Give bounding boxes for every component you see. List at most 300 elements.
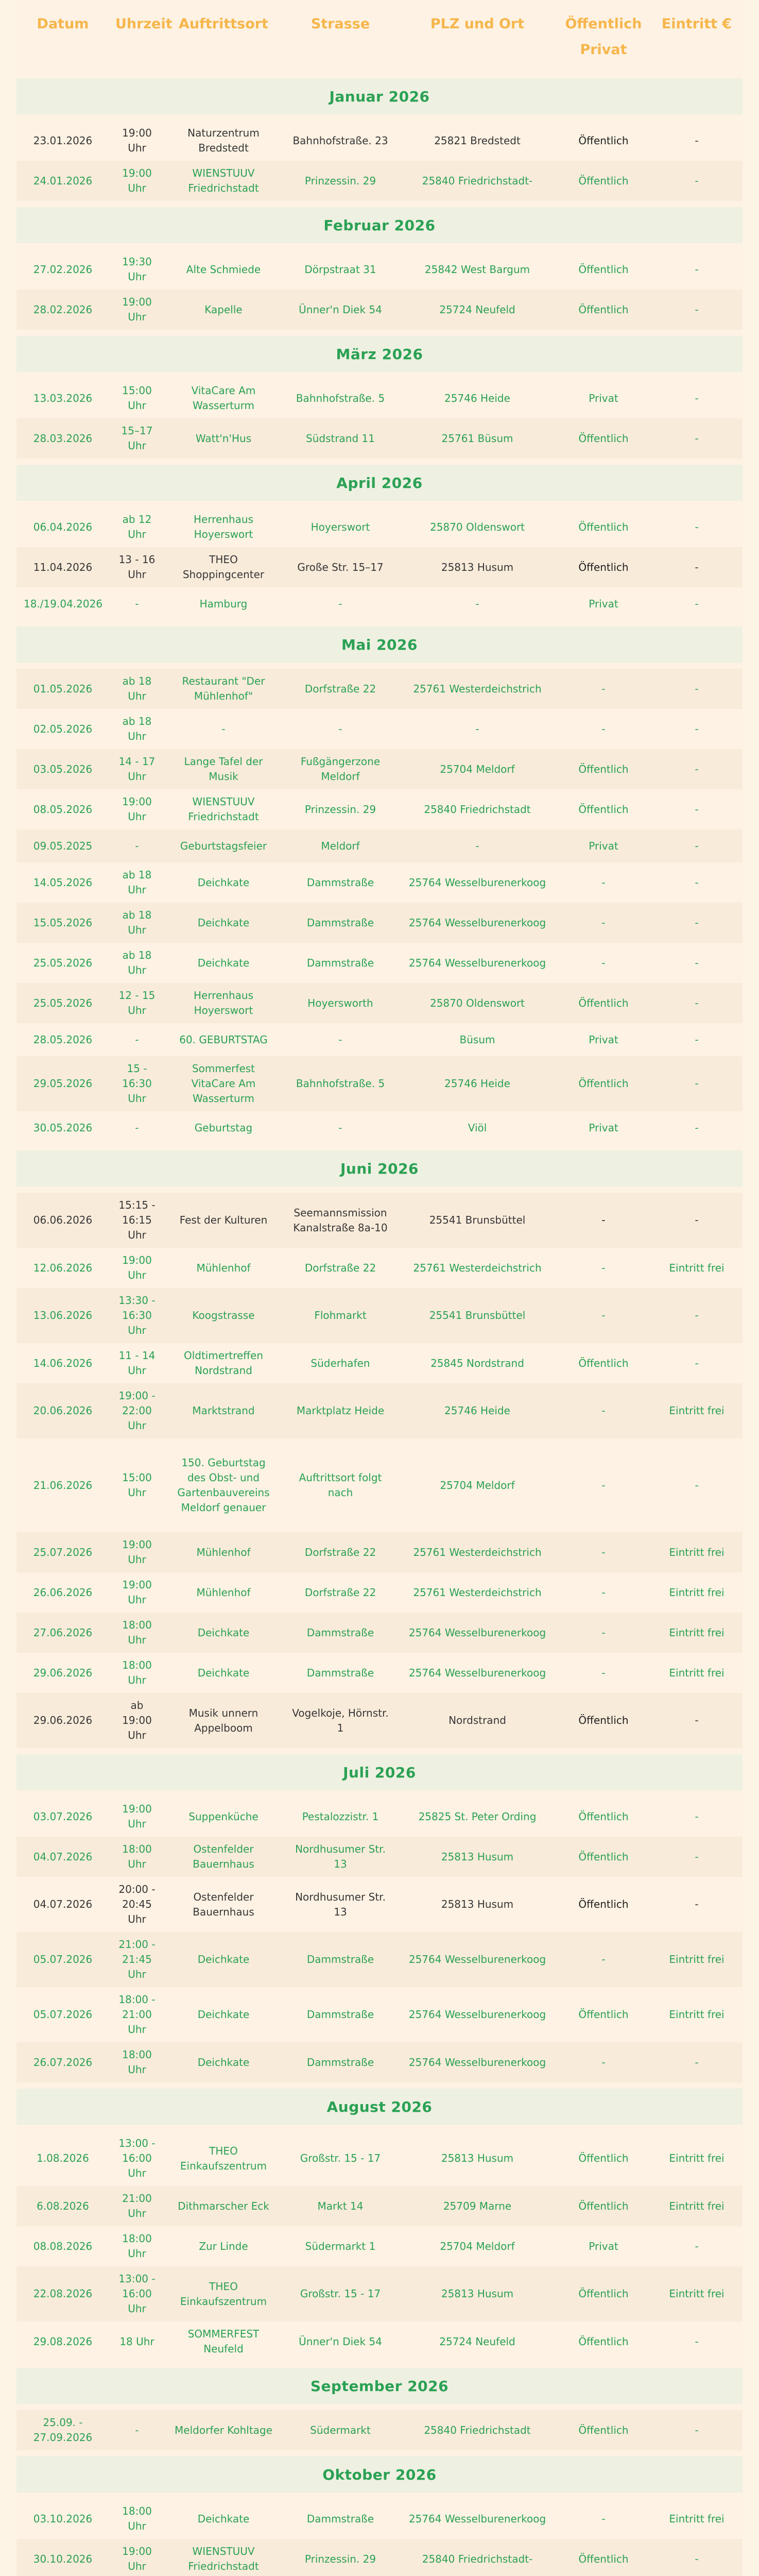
event-row: [16, 2131, 743, 2186]
event-type: Öffentlich: [556, 1877, 651, 1932]
event-time: 19:00 Uhr: [109, 1532, 165, 1572]
event-entry: -: [651, 862, 743, 903]
event-entry: -: [651, 983, 743, 1023]
event-type: -: [556, 1248, 651, 1288]
event-time: 14 - 17 Uhr: [109, 749, 165, 789]
event-row: [16, 669, 743, 709]
event-type: Privat: [556, 1111, 651, 1144]
header-type: Öffentlich Privat: [556, 0, 651, 72]
event-venue: Restaurant "Der Mühlenhof": [165, 669, 282, 709]
event-row: [16, 1438, 743, 1532]
event-street: -: [282, 587, 399, 620]
event-row: [16, 1693, 743, 1748]
event-time: 19:00 Uhr: [109, 1248, 165, 1288]
event-entry: -: [651, 1193, 743, 1248]
event-date: 21.06.2026: [16, 1438, 109, 1532]
event-row: [16, 1248, 743, 1288]
event-date: 30.05.2026: [16, 1111, 109, 1144]
event-venue: Deichkate: [165, 1613, 282, 1653]
event-date: 22.08.2026: [16, 2266, 109, 2321]
event-entry: -: [651, 249, 743, 290]
event-type: -: [556, 943, 651, 983]
event-entry: -: [651, 749, 743, 789]
event-row: [16, 121, 743, 161]
event-entry: -: [651, 709, 743, 749]
event-city: 25761 Westerdeichstrich: [399, 669, 556, 709]
event-type: Öffentlich: [556, 2266, 651, 2321]
event-type: Öffentlich: [556, 2410, 651, 2450]
event-row: [16, 749, 743, 789]
event-type: -: [556, 1193, 651, 1248]
event-date: 25.07.2026: [16, 1532, 109, 1572]
event-time: ab 18 Uhr: [109, 943, 165, 983]
event-venue: Ostenfelder Bauernhaus: [165, 1877, 282, 1932]
event-time: -: [109, 587, 165, 620]
event-entry: Eintritt frei: [651, 1613, 743, 1653]
event-entry: -: [651, 418, 743, 459]
event-time: -: [109, 2410, 165, 2450]
event-city: 25746 Heide: [399, 378, 556, 418]
event-time: 19:00 Uhr: [109, 1797, 165, 1837]
event-venue: Deichkate: [165, 903, 282, 943]
event-entry: Eintritt frei: [651, 1572, 743, 1613]
event-city: 25845 Nordstrand: [399, 1343, 556, 1383]
event-city: 25813 Husum: [399, 1837, 556, 1877]
month-heading-row: [16, 1150, 743, 1187]
event-entry: Eintritt frei: [651, 1987, 743, 2042]
event-type: Privat: [556, 378, 651, 418]
event-row: [16, 1797, 743, 1837]
event-date: 28.02.2026: [16, 290, 109, 330]
event-street: Pestalozzistr. 1: [282, 1797, 399, 1837]
event-date: 23.01.2026: [16, 121, 109, 161]
event-entry: -: [651, 1877, 743, 1932]
event-city: 25842 West Bargum: [399, 249, 556, 290]
event-city: 25709 Marne: [399, 2186, 556, 2226]
event-time: 19:00 Uhr: [109, 161, 165, 201]
event-street: Bahnhofstraße. 5: [282, 1056, 399, 1111]
event-street: Dammstraße: [282, 862, 399, 903]
event-date: 03.07.2026: [16, 1797, 109, 1837]
event-street: Flohmarkt: [282, 1288, 399, 1343]
event-row: [16, 1653, 743, 1693]
event-type: -: [556, 1383, 651, 1438]
event-time: 13:00 - 16:00 Uhr: [109, 2266, 165, 2321]
event-entry: -: [651, 2321, 743, 2362]
event-street: -: [282, 1023, 399, 1056]
event-row: [16, 789, 743, 829]
event-street: Dorfstraße 22: [282, 669, 399, 709]
event-time: 19:00 Uhr: [109, 290, 165, 330]
event-date: 03.05.2026: [16, 749, 109, 789]
event-row: [16, 378, 743, 418]
event-row: [16, 418, 743, 459]
event-date: 14.05.2026: [16, 862, 109, 903]
event-city: Büsum: [399, 1023, 556, 1056]
event-entry: -: [651, 378, 743, 418]
event-time: 18:00 Uhr: [109, 2499, 165, 2539]
event-type: -: [556, 1932, 651, 1987]
event-type: -: [556, 669, 651, 709]
event-time: 19:00 Uhr: [109, 1572, 165, 1613]
event-type: -: [556, 709, 651, 749]
event-type: Öffentlich: [556, 1693, 651, 1748]
event-venue: Hamburg: [165, 587, 282, 620]
event-entry: -: [651, 547, 743, 587]
event-row: [16, 2042, 743, 2082]
event-street: -: [282, 709, 399, 749]
event-entry: -: [651, 903, 743, 943]
event-date: 29.06.2026: [16, 1693, 109, 1748]
event-time: 19:00 Uhr: [109, 121, 165, 161]
event-time: 13:30 - 16:30 Uhr: [109, 1288, 165, 1343]
event-city: Viöl: [399, 1111, 556, 1144]
table-body: [16, 72, 743, 2576]
event-city: -: [399, 829, 556, 862]
event-venue: 150. Geburtstag des Obst- und Gartenbauvereins Meldorf genauer: [165, 1438, 282, 1532]
event-street: Dörpstraat 31: [282, 249, 399, 290]
event-entry: Eintritt frei: [651, 1383, 743, 1438]
event-venue: Mühlenhof: [165, 1572, 282, 1613]
event-row: [16, 507, 743, 547]
event-type: Öffentlich: [556, 1056, 651, 1111]
month-heading-row: [16, 336, 743, 372]
event-entry: -: [651, 669, 743, 709]
event-city: 25840 Friedrichstadt-: [399, 2539, 556, 2576]
event-type: Öffentlich: [556, 418, 651, 459]
event-type: -: [556, 862, 651, 903]
event-city: 25764 Wesselburenerkoog: [399, 1987, 556, 2042]
event-entry: -: [651, 2539, 743, 2576]
event-type: -: [556, 1572, 651, 1613]
event-street: Bahnhofstraße. 23: [282, 121, 399, 161]
month-heading-row: [16, 207, 743, 243]
event-date: 06.04.2026: [16, 507, 109, 547]
month-heading-row: [16, 2456, 743, 2493]
event-date: 03.10.2026: [16, 2499, 109, 2539]
event-street: Großstr. 15 - 17: [282, 2266, 399, 2321]
month-heading-row: [16, 465, 743, 501]
event-entry: -: [651, 1343, 743, 1383]
event-time: 13:00 - 16:00 Uhr: [109, 2131, 165, 2186]
event-time: 19:00 - 22:00 Uhr: [109, 1383, 165, 1438]
event-city: Nordstrand: [399, 1693, 556, 1748]
event-venue: Alte Schmiede: [165, 249, 282, 290]
event-row: [16, 2186, 743, 2226]
event-city: 25821 Bredstedt: [399, 121, 556, 161]
event-venue: Kapelle: [165, 290, 282, 330]
event-date: 28.05.2026: [16, 1023, 109, 1056]
event-row: [16, 1572, 743, 1613]
event-date: 13.03.2026: [16, 378, 109, 418]
event-date: 18./19.04.2026: [16, 587, 109, 620]
event-type: Privat: [556, 1023, 651, 1056]
event-venue: Ostenfelder Bauernhaus: [165, 1837, 282, 1877]
event-type: Öffentlich: [556, 2131, 651, 2186]
event-row: [16, 943, 743, 983]
event-city: 25704 Meldorf: [399, 749, 556, 789]
event-time: 15:15 - 16:15 Uhr: [109, 1193, 165, 1248]
event-venue: Musik unnern Appelboom: [165, 1693, 282, 1748]
event-venue: THEO Shoppingcenter: [165, 547, 282, 587]
event-venue: Lange Tafel der Musik: [165, 749, 282, 789]
event-city: -: [399, 587, 556, 620]
event-row: [16, 2266, 743, 2321]
event-entry: -: [651, 1023, 743, 1056]
month-heading-row: [16, 2089, 743, 2125]
event-time: -: [109, 1111, 165, 1144]
event-time: 18:00 - 21:00 Uhr: [109, 1987, 165, 2042]
event-row: [16, 1877, 743, 1932]
event-date: 27.06.2026: [16, 1613, 109, 1653]
month-heading: März 2026: [16, 336, 743, 372]
event-row: [16, 1932, 743, 1987]
event-venue: -: [165, 709, 282, 749]
event-entry: -: [651, 1111, 743, 1144]
event-time: 19:30 Uhr: [109, 249, 165, 290]
event-time: 12 - 15 Uhr: [109, 983, 165, 1023]
event-street: Südstrand 11: [282, 418, 399, 459]
month-heading-row: [16, 1754, 743, 1790]
event-type: Öffentlich: [556, 2186, 651, 2226]
event-venue: Geburtstag: [165, 1111, 282, 1144]
event-entry: -: [651, 1288, 743, 1343]
event-venue: Naturzentrum Bredstedt: [165, 121, 282, 161]
event-type: -: [556, 1613, 651, 1653]
event-venue: Deichkate: [165, 862, 282, 903]
event-row: [16, 2539, 743, 2576]
event-type: -: [556, 2042, 651, 2082]
event-entry: -: [651, 2410, 743, 2450]
header-city: PLZ und Ort: [399, 0, 556, 72]
event-date: 09.05.2025: [16, 829, 109, 862]
event-time: 15:00 Uhr: [109, 1438, 165, 1532]
event-street: Dammstraße: [282, 943, 399, 983]
header-date: Datum: [16, 0, 109, 72]
event-entry: -: [651, 507, 743, 547]
event-type: -: [556, 1438, 651, 1532]
event-date: 06.06.2026: [16, 1193, 109, 1248]
event-street: Südermarkt 1: [282, 2226, 399, 2266]
event-date: 13.06.2026: [16, 1288, 109, 1343]
event-venue: Koogstrasse: [165, 1288, 282, 1343]
event-entry: -: [651, 161, 743, 201]
event-venue: Watt'n'Hus: [165, 418, 282, 459]
event-venue: Deichkate: [165, 2042, 282, 2082]
event-type: Privat: [556, 829, 651, 862]
event-date: 15.05.2026: [16, 903, 109, 943]
event-city: 25764 Wesselburenerkoog: [399, 1932, 556, 1987]
header-venue: Auftrittsort: [165, 0, 282, 72]
event-date: 04.07.2026: [16, 1877, 109, 1932]
event-time: 18:00 Uhr: [109, 2042, 165, 2082]
event-street: Prinzessin. 29: [282, 161, 399, 201]
event-entry: Eintritt frei: [651, 1532, 743, 1572]
month-heading: Juli 2026: [16, 1754, 743, 1790]
event-city: 25764 Wesselburenerkoog: [399, 2042, 556, 2082]
event-street: Dammstraße: [282, 1613, 399, 1653]
event-date: 29.05.2026: [16, 1056, 109, 1111]
table-header: [16, 0, 743, 72]
event-date: 24.01.2026: [16, 161, 109, 201]
event-row: [16, 903, 743, 943]
event-row: [16, 1383, 743, 1438]
event-date: 12.06.2026: [16, 1248, 109, 1288]
event-entry: -: [651, 587, 743, 620]
event-row: [16, 1111, 743, 1144]
event-date: 20.06.2026: [16, 1383, 109, 1438]
event-type: Öffentlich: [556, 249, 651, 290]
event-city: 25764 Wesselburenerkoog: [399, 1613, 556, 1653]
event-time: 15 - 16:30 Uhr: [109, 1056, 165, 1111]
event-type: Öffentlich: [556, 1343, 651, 1383]
event-type: Öffentlich: [556, 1797, 651, 1837]
event-time: ab 18 Uhr: [109, 903, 165, 943]
event-time: 15:00 Uhr: [109, 378, 165, 418]
event-street: Große Str. 15–17: [282, 547, 399, 587]
event-street: Dorfstraße 22: [282, 1572, 399, 1613]
event-street: Hoyersworth: [282, 983, 399, 1023]
event-time: ab 18 Uhr: [109, 669, 165, 709]
event-entry: -: [651, 1837, 743, 1877]
event-venue: Deichkate: [165, 1987, 282, 2042]
event-date: 28.03.2026: [16, 418, 109, 459]
event-venue: Herrenhaus Hoyerswort: [165, 507, 282, 547]
event-street: Hoyerswort: [282, 507, 399, 547]
event-type: Privat: [556, 2226, 651, 2266]
event-street: Bahnhofstraße. 5: [282, 378, 399, 418]
event-row: [16, 1288, 743, 1343]
event-time: 11 - 14 Uhr: [109, 1343, 165, 1383]
event-row: [16, 1613, 743, 1653]
event-venue: VitaCare Am Wasserturm: [165, 378, 282, 418]
event-time: ab 18 Uhr: [109, 862, 165, 903]
event-row: [16, 829, 743, 862]
month-heading-row: [16, 2368, 743, 2404]
event-table: [16, 0, 743, 2576]
event-entry: Eintritt frei: [651, 1248, 743, 1288]
event-entry: -: [651, 1693, 743, 1748]
event-entry: Eintritt frei: [651, 2499, 743, 2539]
event-date: 08.08.2026: [16, 2226, 109, 2266]
event-date: 04.07.2026: [16, 1837, 109, 1877]
event-venue: Deichkate: [165, 1653, 282, 1693]
event-venue: Mühlenhof: [165, 1532, 282, 1572]
event-venue: Geburtstagsfeier: [165, 829, 282, 862]
event-type: Öffentlich: [556, 161, 651, 201]
event-city: 25724 Neufeld: [399, 2321, 556, 2362]
event-city: -: [399, 709, 556, 749]
event-row: [16, 2321, 743, 2362]
event-row: [16, 161, 743, 201]
event-date: 29.08.2026: [16, 2321, 109, 2362]
event-city: 25761 Westerdeichstrich: [399, 1572, 556, 1613]
event-date: 05.07.2026: [16, 1987, 109, 2042]
event-city: 25870 Oldenswort: [399, 983, 556, 1023]
month-heading: April 2026: [16, 465, 743, 501]
event-type: -: [556, 1532, 651, 1572]
event-type: Öffentlich: [556, 507, 651, 547]
event-type: Öffentlich: [556, 547, 651, 587]
event-city: 25541 Brunsbüttel: [399, 1193, 556, 1248]
event-entry: Eintritt frei: [651, 1932, 743, 1987]
event-street: Vogelkoje, Hörnstr. 1: [282, 1693, 399, 1748]
event-date: 26.06.2026: [16, 1572, 109, 1613]
event-street: Prinzessin. 29: [282, 2539, 399, 2576]
event-time: ab 12 Uhr: [109, 507, 165, 547]
event-entry: -: [651, 789, 743, 829]
event-date: 11.04.2026: [16, 547, 109, 587]
event-street: Meldorf: [282, 829, 399, 862]
event-date: 05.07.2026: [16, 1932, 109, 1987]
event-venue: WIENSTUUV Friedrichstadt: [165, 789, 282, 829]
month-heading: August 2026: [16, 2089, 743, 2125]
event-row: [16, 1193, 743, 1248]
event-venue: Deichkate: [165, 1932, 282, 1987]
event-date: 01.05.2026: [16, 669, 109, 709]
event-street: Dammstraße: [282, 2499, 399, 2539]
event-street: Süderhafen: [282, 1343, 399, 1383]
event-entry: -: [651, 1797, 743, 1837]
event-city: 25764 Wesselburenerkoog: [399, 862, 556, 903]
event-venue: Meldorfer Kohltage: [165, 2410, 282, 2450]
event-row: [16, 547, 743, 587]
event-city: 25764 Wesselburenerkoog: [399, 1653, 556, 1693]
event-date: 25.05.2026: [16, 943, 109, 983]
event-city: 25764 Wesselburenerkoog: [399, 943, 556, 983]
event-venue: Deichkate: [165, 2499, 282, 2539]
event-venue: Deichkate: [165, 943, 282, 983]
event-city: 25840 Friedrichstadt: [399, 2410, 556, 2450]
event-entry: -: [651, 1056, 743, 1111]
month-heading-row: [16, 78, 743, 114]
event-row: [16, 2226, 743, 2266]
event-street: Dammstraße: [282, 1987, 399, 2042]
event-type: Öffentlich: [556, 1837, 651, 1877]
event-city: 25764 Wesselburenerkoog: [399, 2499, 556, 2539]
event-city: 25825 St. Peter Ording: [399, 1797, 556, 1837]
event-row: [16, 983, 743, 1023]
event-row: [16, 249, 743, 290]
event-street: Dammstraße: [282, 2042, 399, 2082]
event-date: 14.06.2026: [16, 1343, 109, 1383]
event-venue: Marktstrand: [165, 1383, 282, 1438]
event-type: Öffentlich: [556, 789, 651, 829]
event-row: [16, 2499, 743, 2539]
event-type: Öffentlich: [556, 2321, 651, 2362]
event-time: ab 18 Uhr: [109, 709, 165, 749]
event-venue: WIENSTUUV Friedrichstadt: [165, 161, 282, 201]
event-type: -: [556, 1653, 651, 1693]
month-heading: Januar 2026: [16, 78, 743, 114]
event-entry: -: [651, 121, 743, 161]
event-street: Ünner'n Diek 54: [282, 290, 399, 330]
event-entry: -: [651, 290, 743, 330]
event-city: 25704 Meldorf: [399, 1438, 556, 1532]
event-street: Dammstraße: [282, 1653, 399, 1693]
header-entry: Eintritt €: [651, 0, 743, 72]
event-type: Öffentlich: [556, 749, 651, 789]
event-row: [16, 862, 743, 903]
event-venue: Sommerfest VitaCare Am Wasserturm: [165, 1056, 282, 1111]
event-time: ab 19:00 Uhr: [109, 1693, 165, 1748]
event-city: 25761 Westerdeichstrich: [399, 1532, 556, 1572]
event-street: Fußgängerzone Meldorf: [282, 749, 399, 789]
event-date: 25.05.2026: [16, 983, 109, 1023]
event-entry: Eintritt frei: [651, 2131, 743, 2186]
event-time: 21:00 Uhr: [109, 2186, 165, 2226]
event-time: -: [109, 1023, 165, 1056]
